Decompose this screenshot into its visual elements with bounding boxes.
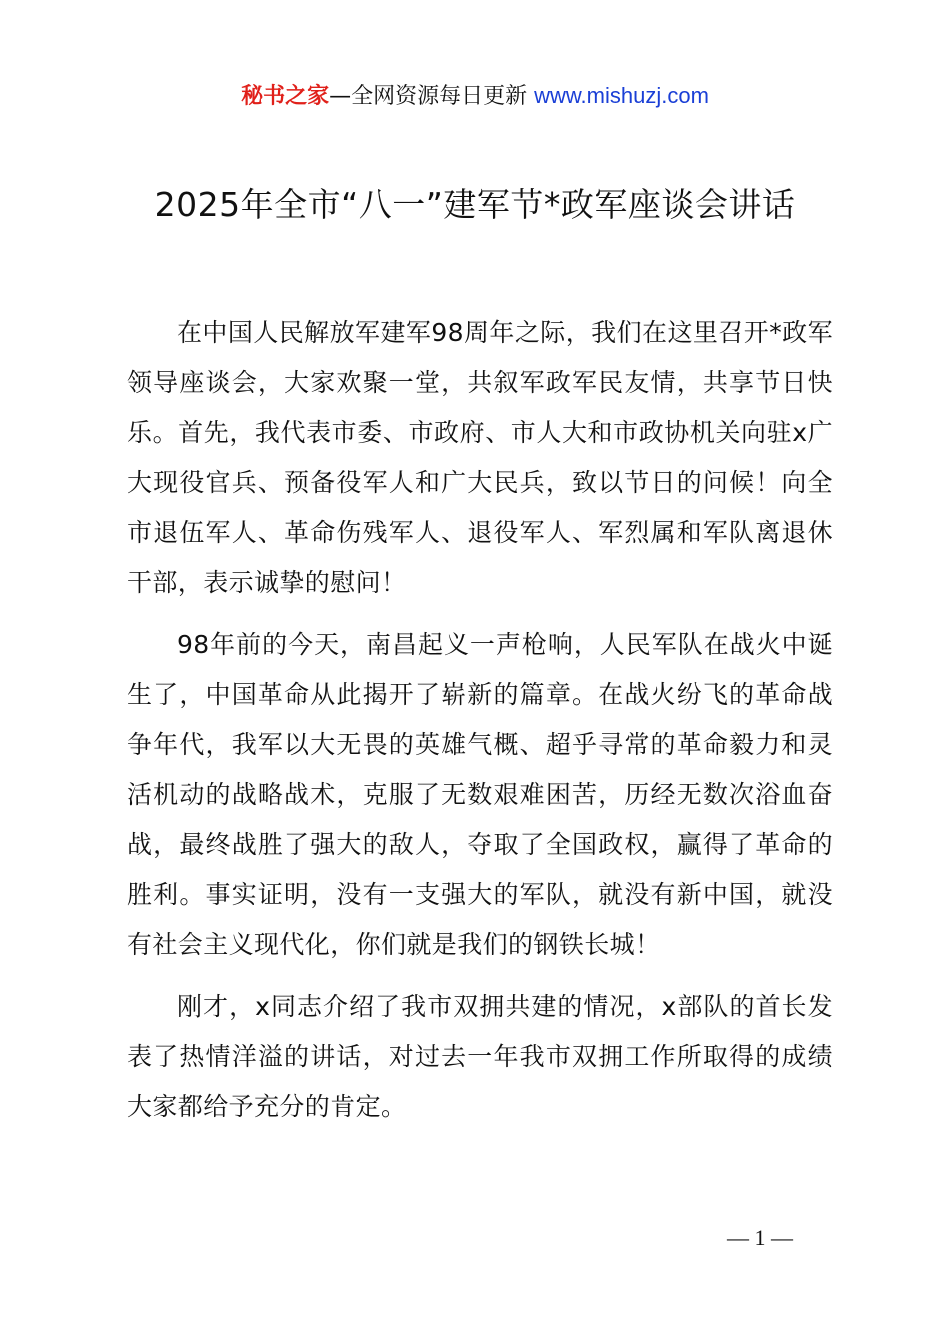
document-body bbox=[127, 308, 833, 1144]
site-header bbox=[0, 80, 950, 113]
site-url-link[interactable]: www.mishuzj.com bbox=[534, 83, 709, 108]
brand-name: 秘书之家 bbox=[241, 84, 330, 109]
paragraph-2: 98年前的今天，南昌起义一声枪响，人民军队在战火中诞生了，中国革命从此揭开了崭新的篇章。在战火纷飞的革命战争年代，我军以大无畏的英雄气概、超乎寻常的革命毅力和灵活机动的战略战术，克服了无数艰难困苦，历经无数次浴血奋战，最终战胜了强大的敌人，夺取了全国政权，赢得了革命的胜利。事实证明，没有一支强大的军队，就没有新中国，就没有社会主义现代化，你们就是我们的钢铁长城！ bbox=[127, 630, 833, 959]
document-title: 2025年全市“八一”建军节*政军座谈会讲话 bbox=[154, 185, 796, 224]
paragraph-1: 在中国人民解放军建军98周年之际，我们在这里召开*政军领导座谈会，大家欢聚一堂，共叙军政军民友情，共享节日快乐。首先，我代表市委、市政府、市人大和市政协机关向驻x广大现役官兵、预备役军人和广大民兵，致以节日的问候！向全市退伍军人、革命伤残军人、退役军人、军烈属和军队离退休干部，表示诚挚的慰问！ bbox=[127, 318, 833, 597]
site-slogan: —全网资源每日更新 bbox=[329, 84, 535, 109]
page-number: — 1 — bbox=[727, 1225, 793, 1250]
paragraph-3: 刚才，x同志介绍了我市双拥共建的情况，x部队的首长发表了热情洋溢的讲话，对过去一年我市双拥工作所取得的成绩大家都给予充分的肯定。 bbox=[127, 992, 833, 1121]
